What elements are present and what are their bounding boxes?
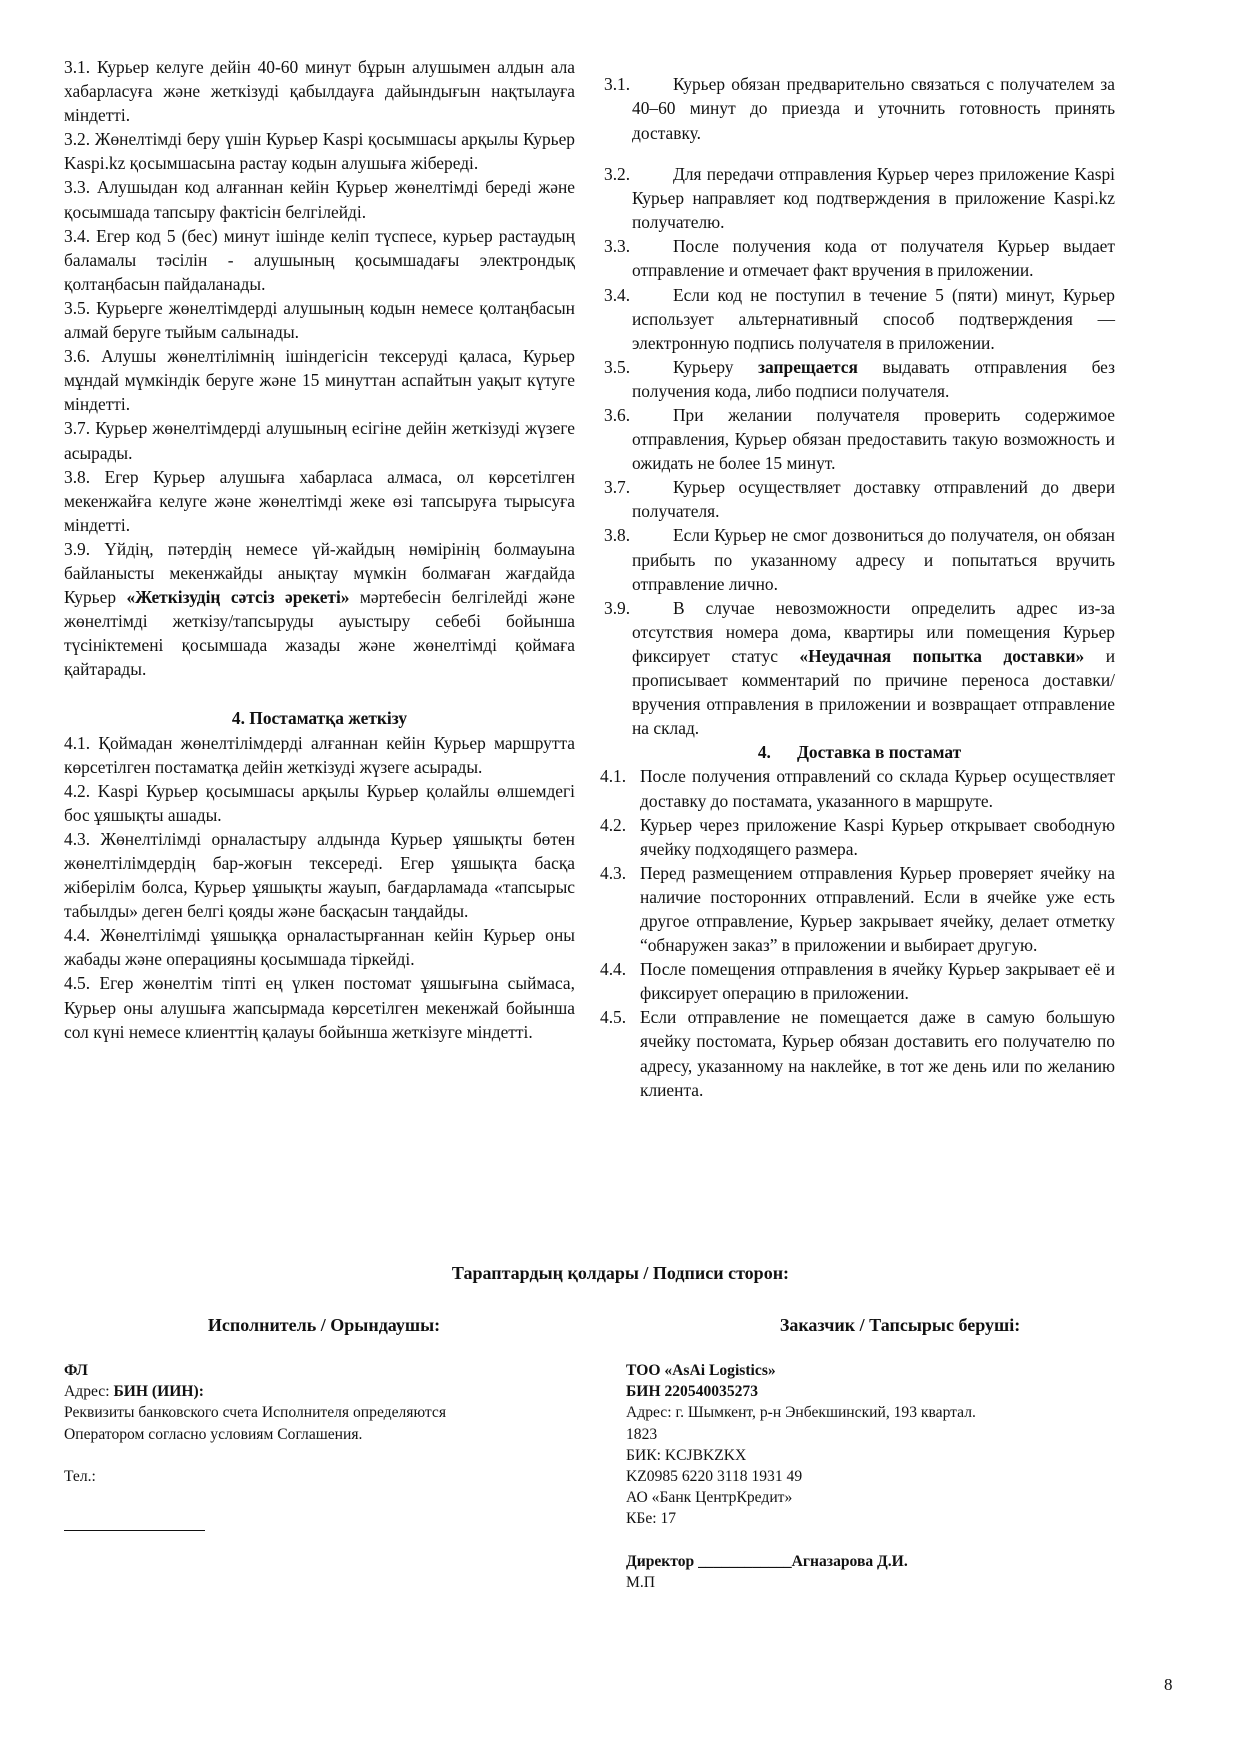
blank-line — [626, 1530, 1146, 1551]
clause-text: Жөнелтімді беру үшін Курьер Kaspi қосымшасы арқылы Курьер Kaspi.kz қосымшасына растау кодын алушыға жібереді. — [64, 129, 575, 174]
customer-details — [626, 1360, 1146, 1593]
section-4-title-ru: 4. Доставка в постамат — [757, 742, 962, 763]
clause-number: 4.1. — [600, 766, 627, 787]
clause-text: Курьер осуществляет доставку отправлений до двери получателя. — [632, 477, 1115, 522]
clause-3-7-ru — [604, 475, 1115, 523]
clause-number: 3.9. — [604, 597, 631, 618]
clause-text: В случае невозможности определить адрес из-за отсутствия номера дома, квартиры или помещения Курьер фиксирует статус — [632, 597, 1115, 666]
executor-details — [64, 1360, 584, 1531]
clause-4-1-kz — [64, 731, 575, 779]
right-column-russian — [600, 55, 1115, 1102]
clause-number: 3.6. — [604, 405, 631, 425]
section-4-title-kz: 4. Постаматқа жеткізу — [231, 708, 408, 729]
customer-bik: БИК: KCJBKZKX — [626, 1446, 747, 1464]
clause-text: Kaspi Курьер қосымшасы арқылы Курьер қолайлы өлшемдегі бос ұяшықты ашады. — [64, 780, 575, 825]
director-signature-line — [626, 1551, 1146, 1572]
clause-number: 4.1. — [64, 732, 91, 753]
clause-4-2-kz — [64, 779, 575, 827]
clause-text: Если Курьер не смог дозвониться до получателя, он обязан прибыть по указанному адресу и попытаться вручить отправление лично. — [632, 525, 1115, 594]
clause-text: Егер Курьер алушыға хабарласа алмаса, ол көрсетілген мекенжайға келуге және жөнелтімді жеке өзі тапсыруға тырысуға міндетті. — [64, 466, 575, 535]
executor-signature-line — [64, 1530, 205, 1531]
customer-bin — [626, 1381, 1146, 1402]
clause-3-3-kz — [64, 175, 575, 223]
clause-number: 4.4. — [600, 959, 627, 980]
page-number: 8 — [1164, 1675, 1173, 1694]
left-column-kazakh — [64, 55, 575, 1044]
clause-3-6-kz — [64, 344, 575, 416]
clause-4-3-ru — [600, 861, 1115, 957]
clause-text: При желании получателя проверить содержимое отправления, Курьер обязан предоставить такую возможность и ожидать не более 15 минут. — [632, 405, 1115, 474]
clause-3-5-ru — [604, 355, 1115, 403]
executor-name — [64, 1360, 584, 1381]
clause-text: Егер жөнелтім тіпті ең үлкен постомат ұяшығына сыймаса, Курьер оны алушыға жапсырмада көрсетілген мекенжай бойынша сол күні немесе клиенттің қалауы бойынша жеткізуге міндетті. — [64, 973, 575, 1042]
clause-number: 3.1. — [64, 57, 91, 77]
clause-number: 3.8. — [64, 466, 91, 487]
clause-4-5-kz — [64, 971, 575, 1043]
clause-number: 4.5. — [600, 1007, 627, 1028]
customer-title: Заказчик / Тапсырыс беруші: — [779, 1315, 1021, 1335]
clause-3-1-ru — [604, 72, 1115, 144]
clause-text: Курьер келуге дейін 40-60 минут бұрын алушымен алдын ала хабарласуға және жеткізуді қабылдауға дайындығын нақтылауға міндетті. — [64, 57, 575, 126]
clause-text: После помещения отправления в ячейку Курьер закрывает её и фиксирует операцию в приложении. — [640, 959, 1115, 1004]
clause-number: 4.3. — [64, 828, 91, 849]
clause-3-9-ru — [604, 596, 1115, 741]
clause-text: Перед размещением отправления Курьер проверяет ячейку на наличие посторонних отправлений. Если в ячейке уже есть другое отправление, Курьер закрывает ячейку, делает отметку “обнаружен заказ” в приложении и выбирает другую. — [640, 862, 1115, 956]
clause-4-2-ru — [600, 813, 1115, 861]
phone-label: Тел.: — [64, 1467, 96, 1485]
clause-text: Жөнелтілімді орналастыру алдында Курьер ұяшықты бөтен жөнелтілімдердің бар-жоғын тексереді. Егер ұяшықта басқа жіберілім болса, Курьер ұяшықты жауып, бағдарламада «тапсырыс табылды» деген белгі қояды және басқасын таңдайды. — [64, 828, 575, 922]
clause-number: 3.5. — [64, 297, 91, 318]
clause-text: После получения отправлений со склада Курьер осуществляет доставку до постамата, указанного в маршруте. — [640, 766, 1115, 811]
customer-kbe: КБе: 17 — [626, 1510, 677, 1528]
clause-number: 3.2. — [64, 129, 91, 150]
clause-number: 4.3. — [600, 862, 627, 883]
customer-name — [626, 1360, 1146, 1381]
clause-number: 3.6. — [64, 346, 91, 367]
clause-text: Если код не поступил в течение 5 (пяти) минут, Курьер использует альтернативный способ подтверждения — электронную подпись получателя в приложении. — [632, 284, 1115, 353]
clause-number: 3.1. — [604, 74, 631, 95]
clause-3-5-kz — [64, 296, 575, 344]
clause-text: Курьер обязан предварительно связаться с получателем за 40–60 минут до приезда и уточнить готовность принять доставку. — [632, 74, 1115, 143]
clause-3-2-ru — [604, 162, 1115, 234]
bin-label: БИН (ИИН): — [113, 1383, 204, 1401]
clause-number: 4.2. — [64, 780, 91, 801]
clause-3-6-ru — [604, 403, 1115, 475]
clause-number: 3.5. — [604, 356, 631, 377]
blank-line — [64, 1487, 584, 1508]
clause-text: Курьер жөнелтімдерді алушының есігіне дейін жеткізуді жүзеге асырады. — [64, 418, 575, 463]
clause-number: 3.4. — [64, 225, 91, 246]
clause-number: 3.3. — [604, 236, 631, 257]
customer-bin-text: БИН 220540035273 — [626, 1383, 759, 1401]
clause-number: 3.8. — [604, 525, 631, 546]
clause-4-4-ru — [600, 957, 1115, 1005]
address-label: Адрес: — [64, 1383, 114, 1401]
clause-text: Жөнелтілімді ұяшыққа орналастырғаннан кейін Курьер оны жабады және операцияны қосымшада тіркейді. — [64, 925, 575, 970]
clause-number: 4.4. — [64, 925, 91, 946]
clause-3-4-kz — [64, 224, 575, 296]
clause-3-2-kz — [64, 127, 575, 175]
executor-name-text: ФЛ — [64, 1362, 88, 1379]
signatures-title: Тараптардың қолдары / Подписи сторон: — [451, 1263, 790, 1283]
stamp-label: М.П — [626, 1573, 656, 1591]
clause-4-4-kz — [64, 923, 575, 971]
clause-4-1-ru — [600, 764, 1115, 812]
clause-3-8-ru — [604, 523, 1115, 595]
clause-text: Алушыдан код алғаннан кейін Курьер жөнелтімді береді және қосымшада тапсыру фактісін белгілейді. — [64, 177, 575, 222]
blank-line — [64, 1445, 584, 1466]
clause-text: Курьеру — [673, 356, 759, 377]
clause-number: 3.9. — [64, 538, 91, 559]
clause-4-3-kz — [64, 827, 575, 923]
executor-title: Исполнитель / Орындаушы: — [207, 1315, 441, 1335]
clause-number: 3.2. — [604, 164, 631, 185]
clause-text: Если отправление не помещается даже в самую большую ячейку постомата, Курьер обязан доставить его получателю по адресу, указанному на наклейке, в тот же день или по желанию клиента. — [640, 1007, 1115, 1100]
clause-3-9-kz — [64, 537, 575, 682]
clause-text: Егер код 5 (бес) минут ішінде келіп түспесе, курьер растаудың баламалы тәсілін - алушының қосымшадағы электрондық қолтаңбасын пайдаланады. — [64, 225, 575, 294]
clause-3-3-ru — [604, 234, 1115, 282]
director-line-text: Директор ____________Агназарова Д.И. — [626, 1552, 908, 1570]
status-name-bold: «Неудачная попытка доставки» — [799, 645, 1085, 666]
clause-text: После получения кода от получателя Курьер выдает отправление и отмечает факт вручения в приложении. — [632, 236, 1115, 281]
clause-text: и прописывает комментарий по причине переноса доставки/вручения отправления в приложении и возвращает отправление на склад. — [632, 645, 1115, 739]
customer-name-text: ТОО «AsAi Logistics» — [626, 1362, 776, 1379]
clause-text: Үйдің, пәтердің немесе үй-жайдың нөмірінің болмауына байланысты мекенжайды анықтау мүмкін болмаған жағдайда Курьер — [64, 538, 575, 608]
clause-3-7-kz — [64, 416, 575, 464]
clause-text: Курьер через приложение Kaspi Курьер открывает свободную ячейку подходящего размера. — [640, 814, 1115, 859]
clause-3-4-ru — [604, 283, 1115, 355]
clause-4-5-ru — [600, 1005, 1115, 1101]
customer-address-2: 1823 — [626, 1425, 658, 1443]
customer-address-1: Адрес: г. Шымкент, р-н Энбекшинский, 193 квартал. — [626, 1404, 976, 1422]
status-name-bold: «Жеткізудің сәтсіз әрекеті» — [126, 587, 350, 608]
clause-text: Для передачи отправления Курьер через приложение Kaspi Курьер направляет код подтверждения в приложение Kaspi.kz получателю. — [632, 164, 1115, 233]
clause-number: 3.3. — [64, 177, 91, 198]
clause-number: 4.5. — [64, 973, 91, 994]
clause-number: 3.4. — [604, 284, 631, 305]
prohibition-bold: запрещается — [758, 356, 858, 377]
clause-number: 3.7. — [604, 477, 631, 498]
customer-account: KZ0985 6220 3118 1931 49 — [626, 1468, 803, 1486]
bank-note-line-1: Реквизиты банковского счета Исполнителя определяются — [64, 1404, 447, 1422]
clause-text: Курьерге жөнелтімдерді алушының кодын немесе қолтаңбасын алмай беруге тыйым салынады. — [64, 297, 575, 343]
clause-text: Қоймадан жөнелтілімдерді алғаннан кейін Курьер маршрутта көрсетілген постаматқа дейін жеткізуді жүзеге асырады. — [64, 732, 576, 777]
clause-text: Алушы жөнелтілімнің ішіндегісін тексеруді қаласа, Курьер мұндай мүмкіндік беруге және 15 минуттан аспайтын уақыт күтуге міндетті. — [64, 346, 575, 415]
bank-note-line-2: Оператором согласно условиям Соглашения. — [64, 1425, 363, 1443]
executor-address-line — [64, 1381, 584, 1402]
clause-3-1-kz — [64, 55, 575, 127]
clause-number: 3.7. — [64, 418, 91, 439]
customer-bank: АО «Банк ЦентрКредит» — [626, 1489, 793, 1507]
clause-text: мәртебесін белгілейді және жөнелтімді жеткізу/тапсыруды ауыстыру себебі бойынша түсініктемені қосымшада жазады және жөнелтімді қоймаға қайтарады. — [64, 587, 576, 680]
clause-3-8-kz — [64, 465, 575, 537]
clause-text: выдавать отправления без получения кода, либо подписи получателя. — [632, 356, 1115, 401]
clause-number: 4.2. — [600, 814, 627, 835]
